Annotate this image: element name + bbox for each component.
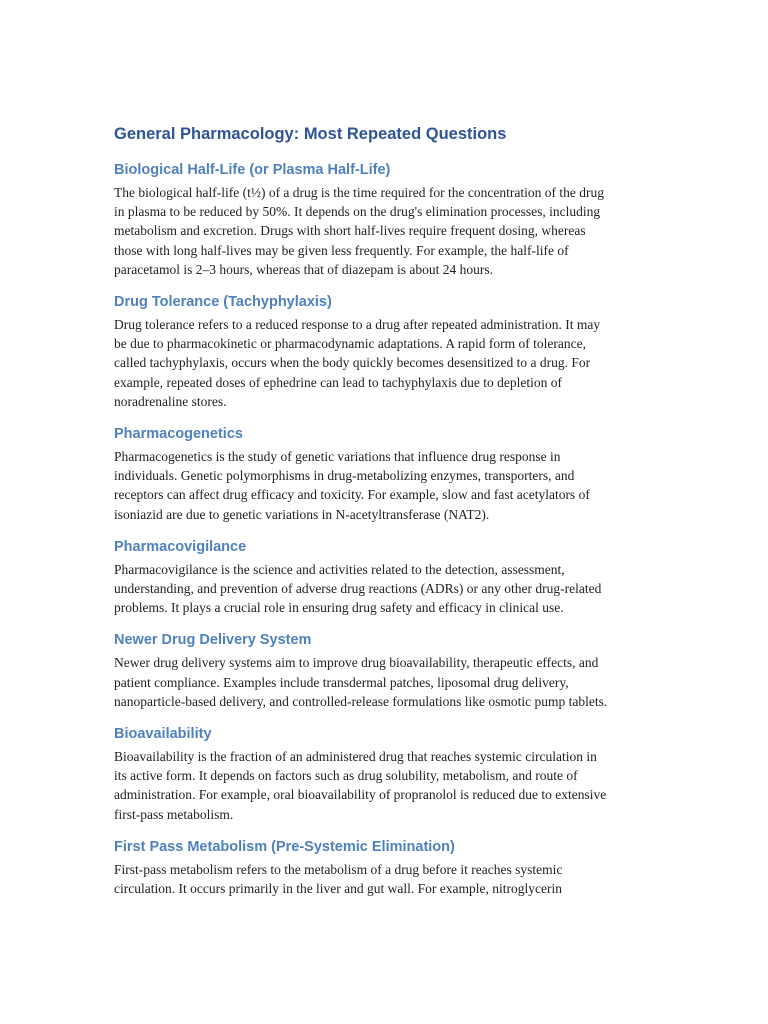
- section-heading: Drug Tolerance (Tachyphylaxis): [114, 294, 332, 311]
- section-drug-tolerance: [114, 292, 654, 411]
- section-heading: First Pass Metabolism (Pre-Systemic Elimination): [114, 838, 455, 855]
- paragraph-line: Pharmacogenetics is the study of genetic variations that influence drug response in: [114, 449, 561, 465]
- paragraph-line: administration. For example, oral bioavailability of propranolol is reduced due to extensive: [114, 787, 607, 803]
- paragraph-line: Drug tolerance refers to a reduced response to a drug after repeated administration. It may: [114, 317, 601, 333]
- paragraph-line: nanoparticle-based delivery, and controlled-release formulations like osmotic pump tablets.: [114, 693, 608, 709]
- section-heading: Pharmacovigilance: [114, 538, 247, 555]
- paragraph-line: understanding, and prevention of adverse drug reactions (ADRs) or any other drug-related: [114, 581, 602, 597]
- paragraph-line: in plasma to be reduced by 50%. It depends on the drug's elimination processes, including: [114, 204, 601, 220]
- section-paragraph: [114, 560, 654, 618]
- paragraph-line: noradrenaline stores.: [114, 393, 227, 409]
- paragraph-line: The biological half-life (t½) of a drug is the time required for the concentration of the drug: [114, 185, 604, 200]
- section-heading: Biological Half-Life (or Plasma Half-Life): [114, 162, 391, 178]
- section-newer-drug-delivery: [114, 630, 654, 711]
- section-pharmacogenetics: [114, 424, 654, 524]
- paragraph-line: problems. It plays a crucial role in ensuring drug safety and efficacy in clinical use.: [114, 600, 564, 616]
- section-heading: Pharmacogenetics: [114, 426, 243, 443]
- paragraph-line: example, repeated doses of ephedrine can lead to tachyphylaxis due to depletion of: [114, 374, 562, 390]
- section-bioavailability: [114, 724, 654, 824]
- paragraph-line: First-pass metabolism refers to the metabolism of a drug before it reaches systemic: [114, 861, 563, 877]
- section-heading: Bioavailability: [114, 726, 212, 743]
- paragraph-line: isoniazid are due to genetic variations in N-acetyltransferase (NAT2).: [114, 506, 490, 522]
- paragraph-line: individuals. Genetic polymorphisms in drug-metabolizing enzymes, transporters, and: [114, 468, 575, 484]
- paragraph-line: Bioavailability is the fraction of an administered drug that reaches systemic circulation in: [114, 749, 597, 765]
- paragraph-line: paracetamol is 2–3 hours, whereas that of diazepam is about 24 hours.: [114, 261, 494, 277]
- paragraph-line: metabolism and excretion. Drugs with short half-lives require frequent dosing, whereas: [114, 223, 586, 239]
- paragraph-line: those with long half-lives may be given less frequently. For example, the half-life of: [114, 242, 569, 258]
- section-pharmacovigilance: [114, 537, 654, 618]
- paragraph-line: be due to pharmacokinetic or pharmacodynamic adaptations. A rapid form of tolerance,: [114, 336, 586, 352]
- document-page: [114, 122, 654, 911]
- paragraph-line: circulation. It occurs primarily in the liver and gut wall. For example, nitroglycerin: [114, 881, 562, 897]
- section-first-pass-metabolism: [114, 837, 654, 898]
- section-paragraph: [114, 315, 654, 411]
- paragraph-line: called tachyphylaxis, occurs when the body quickly becomes desensitized to a drug. For: [114, 355, 591, 371]
- section-paragraph: [114, 183, 654, 279]
- page-title: General Pharmacology: Most Repeated Questions: [114, 125, 507, 143]
- paragraph-line: Pharmacovigilance is the science and activities related to the detection, assessment,: [114, 561, 565, 577]
- paragraph-line: first-pass metabolism.: [114, 806, 234, 822]
- section-paragraph: [114, 653, 654, 711]
- paragraph-line: receptors can affect drug efficacy and toxicity. For example, slow and fast acetylators of: [114, 487, 590, 503]
- section-biological-half-life: [114, 160, 654, 279]
- section-paragraph: [114, 747, 654, 824]
- paragraph-line: its active form. It depends on factors such as drug solubility, metabolism, and route of: [114, 768, 578, 784]
- paragraph-line: Newer drug delivery systems aim to improve drug bioavailability, therapeutic effects, and: [114, 655, 599, 671]
- section-paragraph: [114, 860, 654, 898]
- paragraph-line: patient compliance. Examples include transdermal patches, liposomal drug delivery,: [114, 674, 569, 690]
- section-heading: Newer Drug Delivery System: [114, 632, 312, 649]
- section-paragraph: [114, 447, 654, 524]
